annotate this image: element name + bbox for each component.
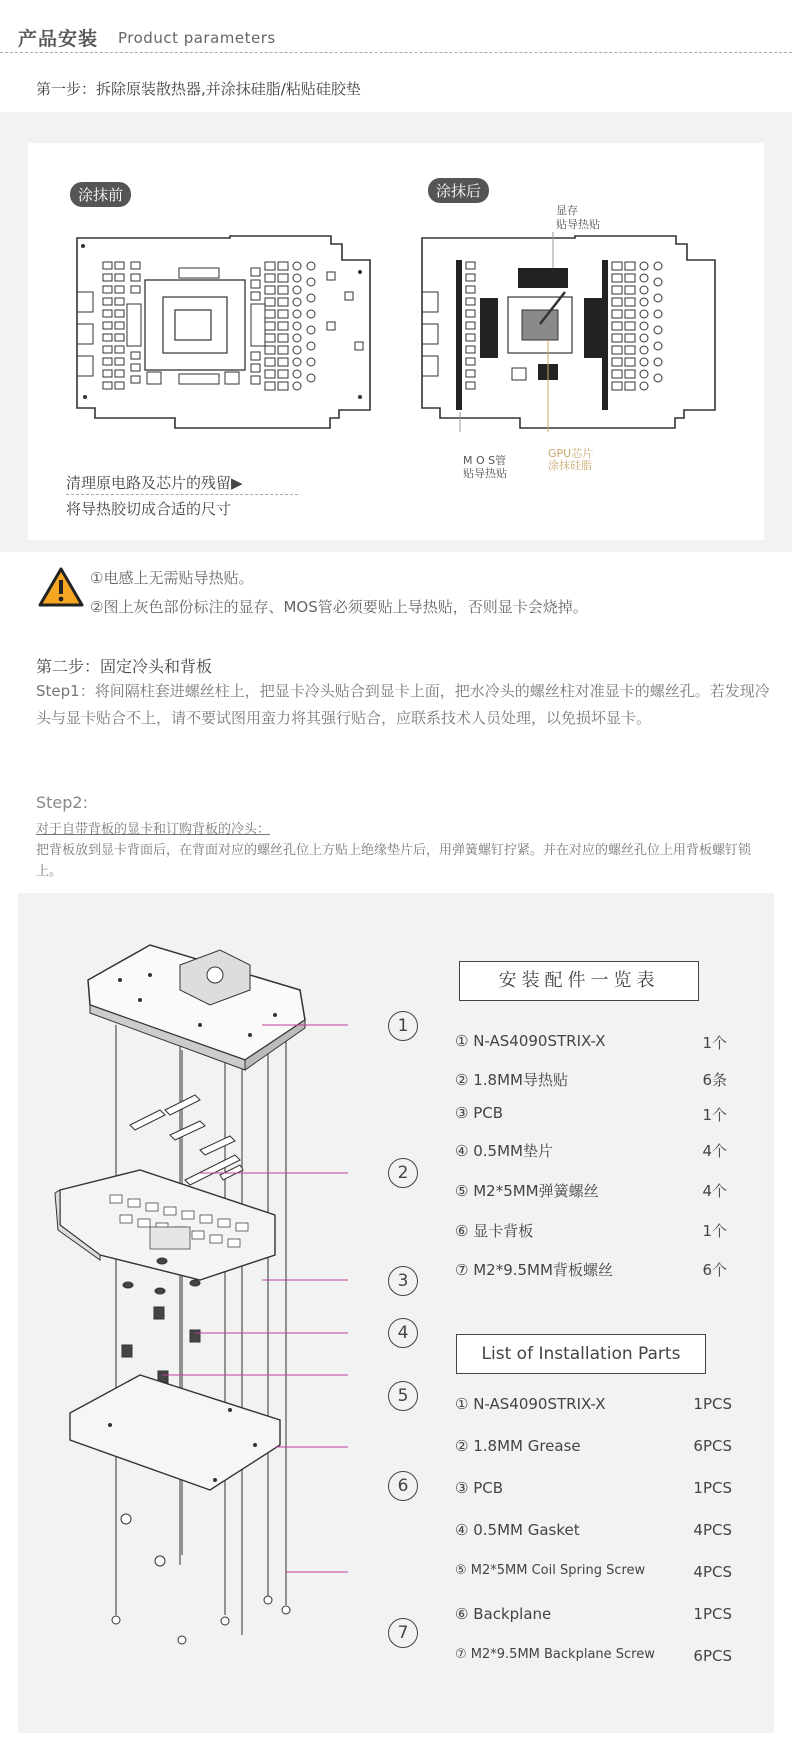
mos-label-2: 贴导热贴 bbox=[463, 467, 507, 480]
parts-list-title-cn: 安装配件一览表 bbox=[459, 961, 699, 1001]
step2-body: Step1：将间隔柱套进螺丝柱上，把显卡冷头贴合到显卡上面，把水冷头的螺丝柱对准显卡的螺丝孔。若发现冷头与显卡贴合不上，请不要试图用蛮力将其强行贴合，应联系技术人员处理，以免损坏显卡。 bbox=[36, 682, 770, 727]
vram-label-1: 显存 bbox=[556, 204, 578, 217]
step2-body-2: 把背板放到显卡背面后，在背面对应的螺丝孔位上方贴上绝缘垫片后，用弹簧螺钉拧紧。并在对应的螺丝孔位上用背板螺钉锁上。 bbox=[36, 843, 752, 879]
callout-2: 2 bbox=[388, 1158, 418, 1188]
callout-4: 4 bbox=[388, 1318, 418, 1348]
callout-7: 7 bbox=[388, 1618, 418, 1648]
part-en-qty: 1PCS bbox=[693, 1605, 732, 1623]
header-divider bbox=[0, 52, 792, 53]
gpu-label-2: 涂抹硅脂 bbox=[548, 459, 592, 472]
section-subtitle: Product parameters bbox=[118, 29, 276, 47]
clean-instruction-1: 清理原电路及芯片的残留▶ bbox=[66, 474, 243, 492]
vram-label-2: 贴导热贴 bbox=[556, 218, 600, 231]
clean-divider bbox=[66, 494, 298, 495]
part-cn-name: ④ 0.5MM垫片 bbox=[455, 1142, 553, 1160]
part-cn-qty: 6条 bbox=[702, 1071, 727, 1089]
callout-3: 3 bbox=[388, 1266, 418, 1296]
mos-label-1: M O S管 bbox=[463, 454, 507, 467]
part-cn-qty: 4个 bbox=[702, 1182, 727, 1200]
after-label: 涂抹后 bbox=[428, 178, 489, 203]
part-cn-name: ⑥ 显卡背板 bbox=[455, 1222, 534, 1240]
part-cn-qty: 1个 bbox=[702, 1222, 727, 1240]
part-cn-qty: 4个 bbox=[702, 1142, 727, 1160]
callout-6: 6 bbox=[388, 1471, 418, 1501]
part-en-name: ⑤ M2*5MM Coil Spring Screw bbox=[455, 1563, 646, 1578]
pcb-after-diagram bbox=[420, 232, 720, 432]
step1-title: 第一步：拆除原装散热器,并涂抹硅脂/粘贴硅胶垫 bbox=[36, 80, 361, 98]
exploded-assembly-diagram bbox=[50, 935, 440, 1675]
part-en-name: ⑥ Backplane bbox=[455, 1605, 552, 1623]
part-en-qty: 6PCS bbox=[693, 1437, 732, 1455]
warning-line-2: ②图上灰色部份标注的显存、MOS管必须要贴上导热贴，否则显卡会烧掉。 bbox=[90, 598, 588, 616]
part-en-qty: 4PCS bbox=[693, 1521, 732, 1539]
callout-5: 5 bbox=[388, 1381, 418, 1411]
part-cn-name: ② 1.8MM导热贴 bbox=[455, 1071, 568, 1089]
warning-icon bbox=[38, 566, 84, 608]
part-en-name: ⑦ M2*9.5MM Backplane Screw bbox=[455, 1647, 655, 1662]
part-cn-qty: 1个 bbox=[702, 1106, 727, 1124]
part-cn-name: ⑦ M2*9.5MM背板螺丝 bbox=[455, 1261, 613, 1279]
part-en-name: ② 1.8MM Grease bbox=[455, 1437, 581, 1455]
section-title: 产品安装 bbox=[18, 28, 99, 50]
step2-title: 第二步：固定冷头和背板 bbox=[36, 657, 213, 676]
part-cn-qty: 6个 bbox=[702, 1261, 727, 1279]
gpu-label-1: GPU芯片 bbox=[548, 447, 594, 460]
part-cn-name: ⑤ M2*5MM弹簧螺丝 bbox=[455, 1182, 599, 1200]
step2-label: Step2: bbox=[36, 793, 88, 812]
part-en-qty: 6PCS bbox=[693, 1647, 732, 1665]
part-en-qty: 1PCS bbox=[693, 1395, 732, 1413]
part-cn-name: ③ PCB bbox=[455, 1104, 504, 1122]
parts-list-title-en: List of Installation Parts bbox=[456, 1334, 706, 1374]
part-cn-name: ① N-AS4090STRIX-X bbox=[455, 1032, 606, 1050]
part-en-name: ③ PCB bbox=[455, 1479, 504, 1497]
pcb-before-diagram bbox=[75, 232, 375, 432]
clean-instruction-2: 将导热胶切成合适的尺寸 bbox=[66, 500, 232, 518]
part-en-name: ④ 0.5MM Gasket bbox=[455, 1521, 580, 1539]
part-cn-qty: 1个 bbox=[702, 1034, 727, 1052]
part-en-qty: 4PCS bbox=[693, 1563, 732, 1581]
step2-subheading: 对于自带背板的显卡和订购背板的冷头： bbox=[36, 822, 271, 837]
part-en-name: ① N-AS4090STRIX-X bbox=[455, 1395, 606, 1413]
before-label: 涂抹前 bbox=[70, 182, 131, 207]
callout-1: 1 bbox=[388, 1011, 418, 1041]
warning-line-1: ①电感上无需贴导热贴。 bbox=[90, 569, 254, 587]
part-en-qty: 1PCS bbox=[693, 1479, 732, 1497]
